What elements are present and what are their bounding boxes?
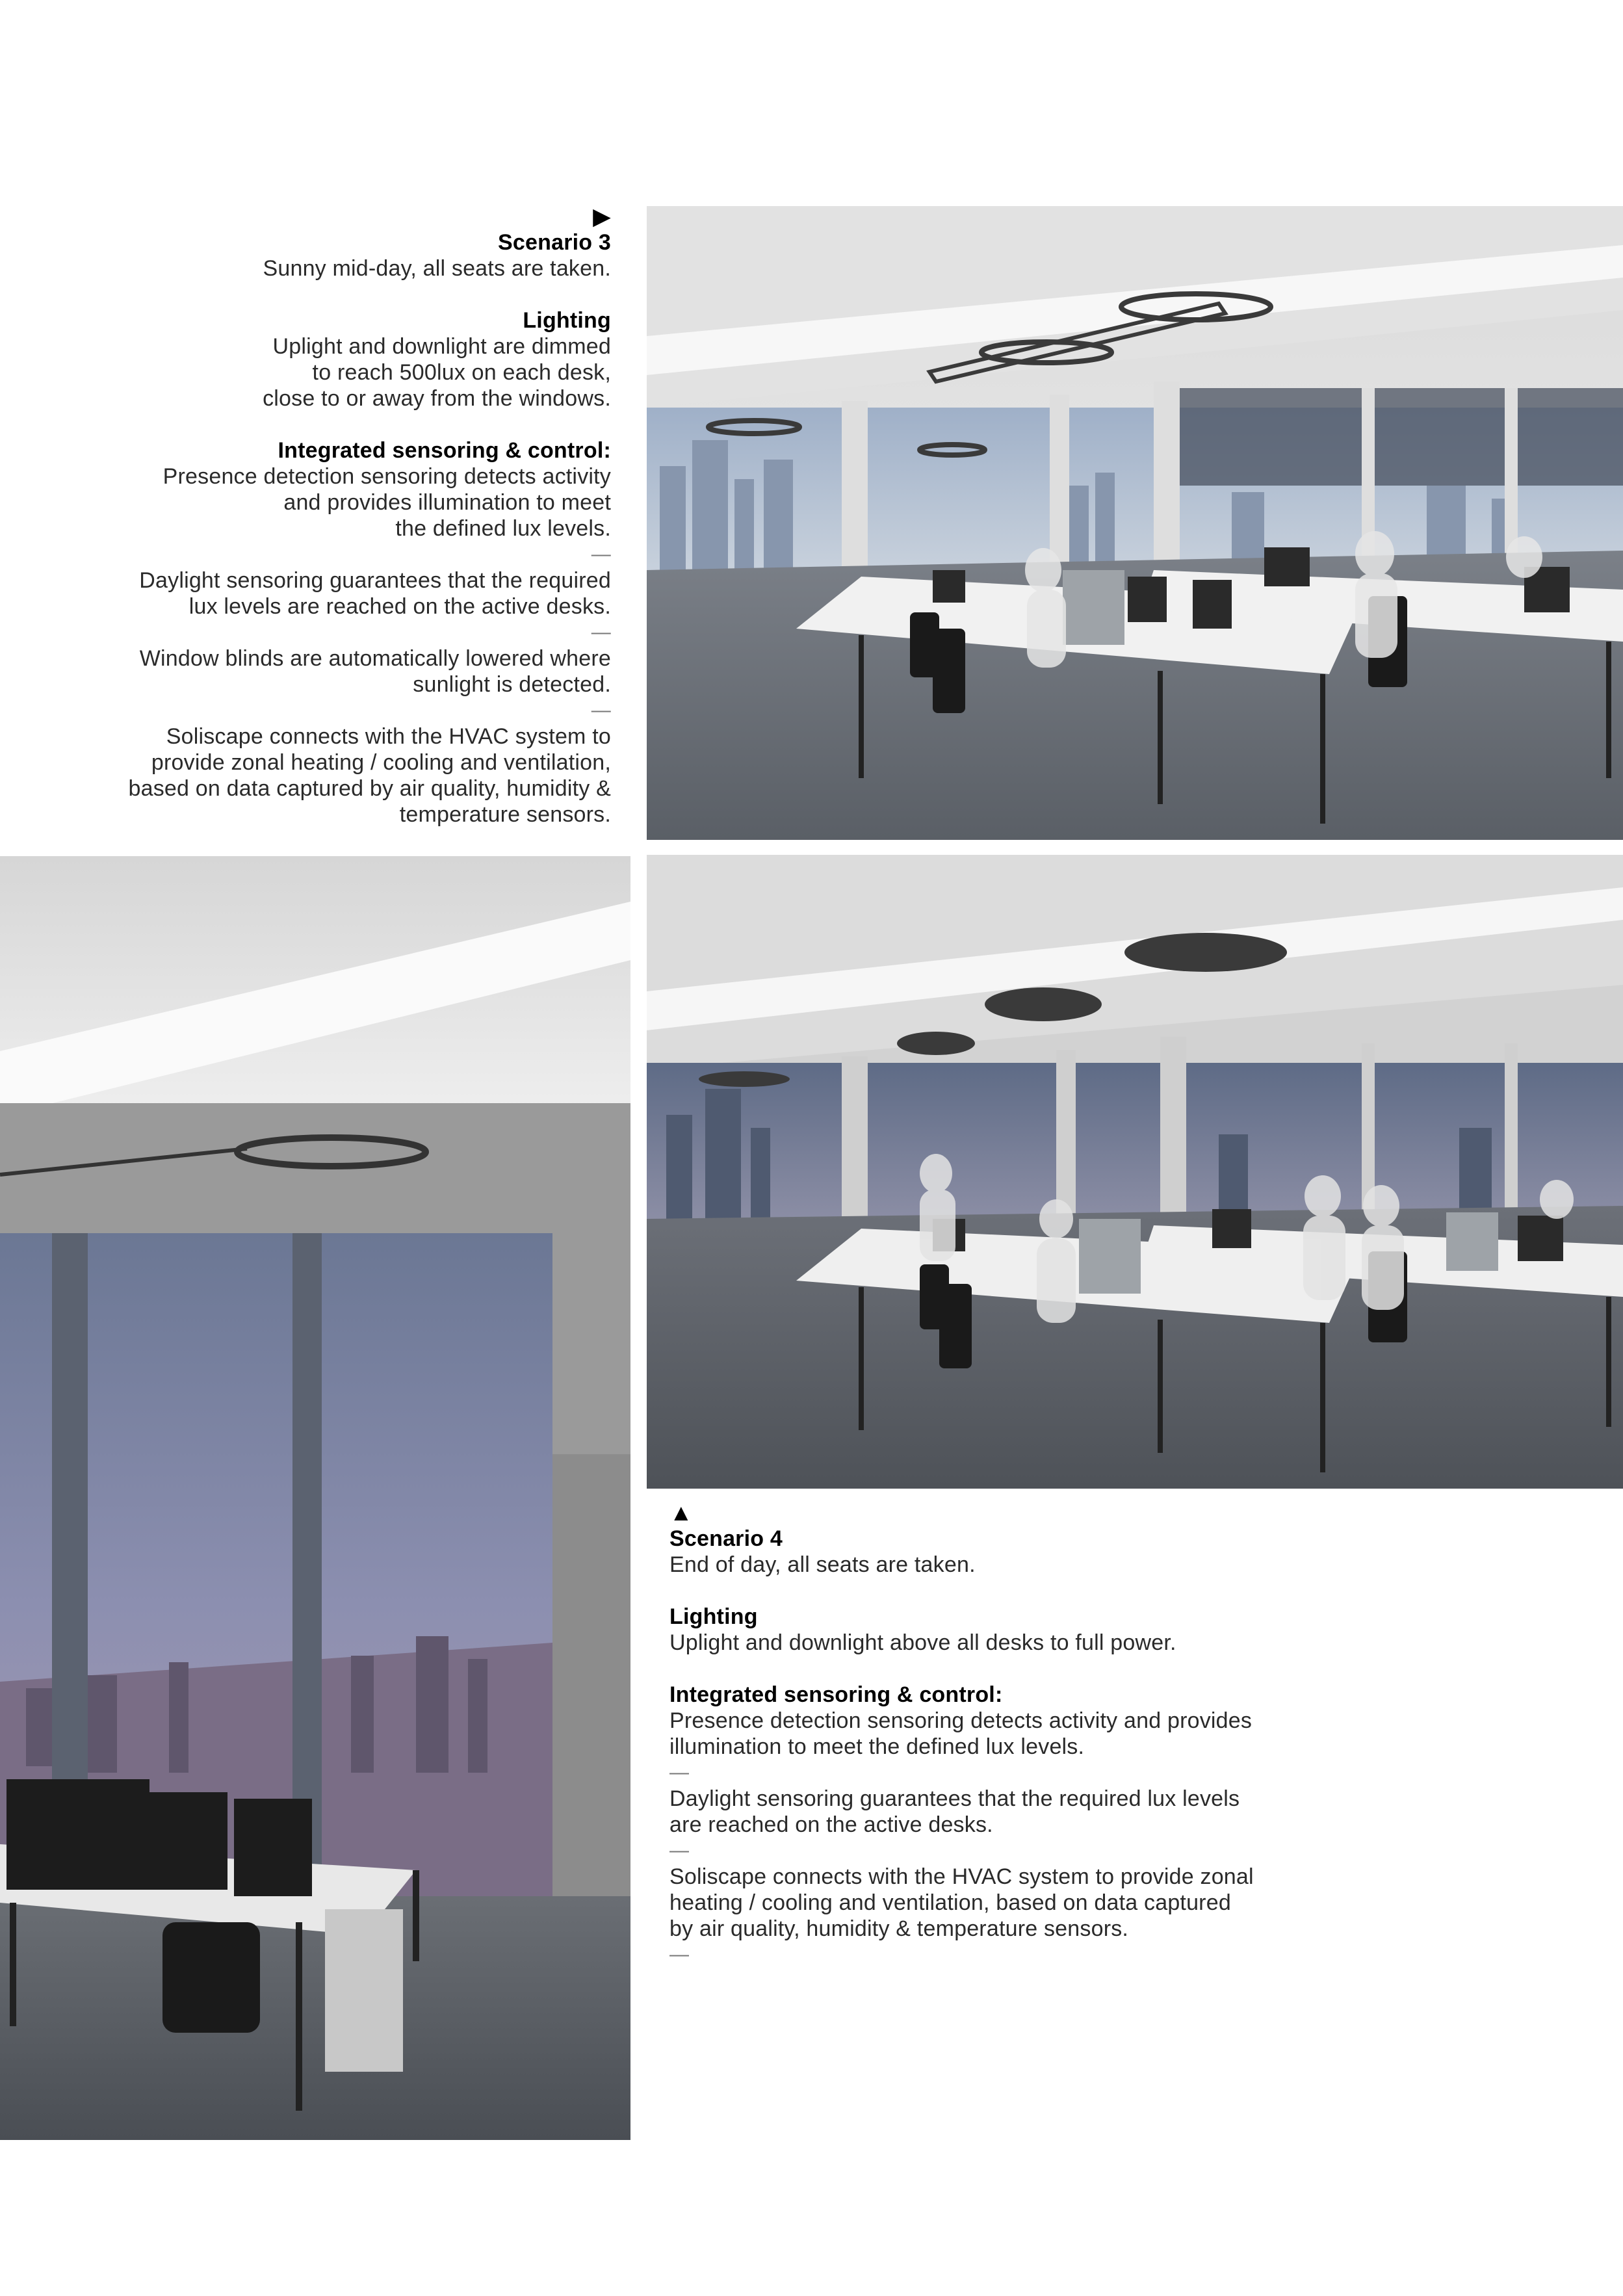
scenario-3-daylight-line: lux levels are reached on the active desks. bbox=[188, 594, 611, 619]
scenario-3-presence-line: and provides illumination to meet bbox=[283, 490, 611, 515]
divider-dash: — bbox=[591, 699, 611, 721]
arrow-right-icon: ▶ bbox=[593, 203, 611, 229]
scenario-3-lighting-line: close to or away from the windows. bbox=[263, 386, 611, 411]
scenario-3-hvac-line: temperature sensors. bbox=[399, 802, 611, 827]
scenario-4-sensoring-heading: Integrated sensoring & control: bbox=[669, 1682, 1003, 1707]
scenario-4-lighting-heading: Lighting bbox=[669, 1604, 758, 1629]
scenario-3-blinds-line: sunlight is detected. bbox=[413, 672, 611, 697]
scenario-3-presence-line: the defined lux levels. bbox=[395, 516, 611, 541]
divider-dash: — bbox=[669, 1944, 690, 1965]
scenario-4-subtitle: End of day, all seats are taken. bbox=[669, 1552, 976, 1577]
scenario-4-lighting-line: Uplight and downlight above all desks to full power. bbox=[669, 1630, 1176, 1655]
scenario-4-presence-line: illumination to meet the defined lux levels. bbox=[669, 1734, 1085, 1759]
office-photo-scenario-3 bbox=[647, 206, 1623, 840]
scenario-3-hvac-line: provide zonal heating / cooling and ventilation, bbox=[151, 750, 611, 775]
scenario-3-presence-line: Presence detection sensoring detects activity bbox=[162, 464, 611, 489]
scenario-3-hvac-line: Soliscape connects with the HVAC system to bbox=[166, 724, 611, 749]
office-photo-window-view bbox=[0, 856, 630, 2140]
scenario-3-title: Scenario 3 bbox=[498, 230, 611, 255]
scenario-4-presence-line: Presence detection sensoring detects activity and provides bbox=[669, 1708, 1253, 1733]
scenario-4-hvac-line: heating / cooling and ventilation, based on data captured bbox=[669, 1890, 1231, 1915]
scenario-4-daylight-line: Daylight sensoring guarantees that the required lux levels bbox=[669, 1786, 1240, 1811]
scenario-3-lighting-line: Uplight and downlight are dimmed bbox=[272, 334, 611, 359]
scenario-3-blinds-line: Window blinds are automatically lowered where bbox=[139, 646, 611, 671]
scenario-4-hvac-line: by air quality, humidity & temperature sensors. bbox=[669, 1916, 1129, 1941]
scenario-4-hvac-line: Soliscape connects with the HVAC system to provide zonal bbox=[669, 1864, 1254, 1889]
scenario-3-hvac-line: based on data captured by air quality, humidity & bbox=[128, 776, 611, 801]
divider-dash: — bbox=[591, 621, 611, 643]
scenario-3-lighting-heading: Lighting bbox=[523, 308, 611, 333]
scenario-3-subtitle: Sunny mid-day, all seats are taken. bbox=[263, 256, 611, 281]
scenario-3-lighting-line: to reach 500lux on each desk, bbox=[312, 360, 611, 385]
scenario-4-text bbox=[669, 1500, 1319, 1968]
divider-dash: — bbox=[669, 1762, 690, 1783]
office-photo-scenario-4 bbox=[647, 855, 1623, 1489]
scenario-3-daylight-line: Daylight sensoring guarantees that the required bbox=[139, 568, 611, 593]
scenario-4-daylight-line: are reached on the active desks. bbox=[669, 1812, 993, 1837]
scenario-3-text bbox=[39, 203, 611, 828]
arrow-up-icon: ▲ bbox=[669, 1499, 693, 1526]
divider-dash: — bbox=[669, 1840, 690, 1861]
divider-dash: — bbox=[591, 543, 611, 565]
scenario-3-sensoring-heading: Integrated sensoring & control: bbox=[278, 438, 611, 463]
scenario-4-title: Scenario 4 bbox=[669, 1526, 783, 1551]
